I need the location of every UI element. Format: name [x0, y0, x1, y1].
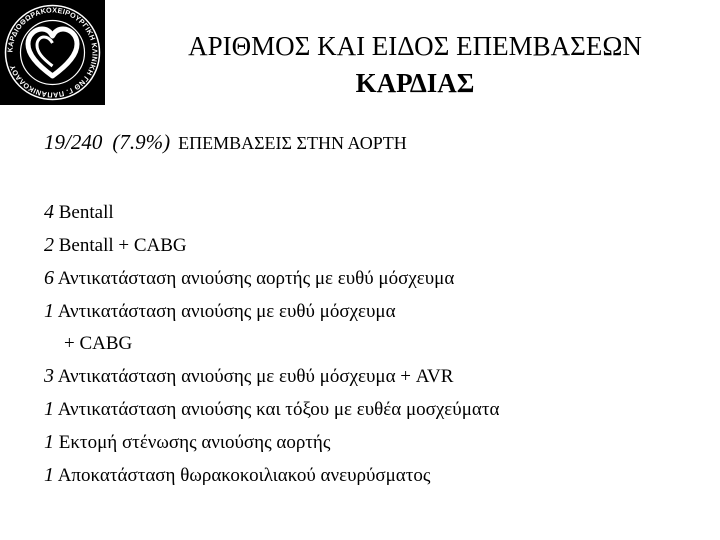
- item-text: Αντικατάσταση ανιούσης και τόξου με ευθέα μοσχεύματα: [57, 399, 500, 420]
- item-text: Αντικατάσταση ανιούσης με ευθύ μόσχευμα: [57, 301, 396, 322]
- list-item: [44, 295, 499, 328]
- item-text: Αντικατάσταση ανιούσης αορτής με ευθύ μόσχευμα: [57, 268, 455, 289]
- list-item: [44, 262, 499, 295]
- summary-percent: (7.9%): [112, 130, 171, 154]
- procedure-list: [44, 196, 499, 492]
- item-count: 1: [44, 300, 54, 322]
- item-text: Αποκατάσταση θωρακοκοιλιακού ανευρύσματος: [57, 465, 431, 486]
- list-item: [44, 360, 499, 393]
- item-count: 3: [44, 365, 54, 387]
- svg-text:ΚΑΡΔΙΟΘΩΡΑΚΟΧΕΙΡΟΥΡΓΙΚΗ ΚΛΙΝΙΚ: [5, 5, 99, 99]
- item-count: 6: [44, 267, 54, 289]
- summary-count: 19/240: [44, 130, 103, 154]
- item-count: 1: [44, 464, 54, 486]
- page-title: [115, 28, 715, 102]
- item-count: 4: [44, 201, 54, 223]
- item-text: Bentall + CABG: [58, 235, 187, 256]
- list-item-continuation: [44, 328, 499, 360]
- clinic-logo: [0, 0, 105, 105]
- item-text: Εκτομή στένωσης ανιούσης αορτής: [58, 432, 331, 453]
- item-count: 1: [44, 398, 54, 420]
- logo-ring-text: ΚΑΡΔΙΟΘΩΡΑΚΟΧΕΙΡΟΥΡΓΙΚΗ ΚΛΙΝΙΚΗ ΓΝΘ Γ. ΠΑΠΑΝΙΚΟΛΑΟΥ: [5, 5, 100, 100]
- list-item: [44, 393, 499, 426]
- list-item: [44, 459, 499, 492]
- item-count: 2: [44, 234, 54, 256]
- item-text: + CABG: [64, 333, 133, 354]
- item-text: Bentall: [58, 202, 114, 223]
- list-item: [44, 229, 499, 262]
- heart-logo-icon: [0, 0, 105, 105]
- item-count: 1: [44, 431, 54, 453]
- list-item: [44, 426, 499, 459]
- list-item: [44, 196, 499, 229]
- summary-label: ΕΠΕΜΒΑΣΕΙΣ ΣΤΗΝ ΑΟΡΤΗ: [178, 133, 407, 153]
- item-text: Αντικατάσταση ανιούσης με ευθύ μόσχευμα + AVR: [57, 366, 454, 387]
- title-line-2: ΚΑΡΔΙΑΣ: [355, 68, 475, 98]
- summary-line: [44, 130, 407, 155]
- title-line-1: ΑΡΙΘΜΟΣ ΚΑΙ ΕΙΔΟΣ ΕΠΕΜΒΑΣΕΩΝ: [188, 31, 642, 61]
